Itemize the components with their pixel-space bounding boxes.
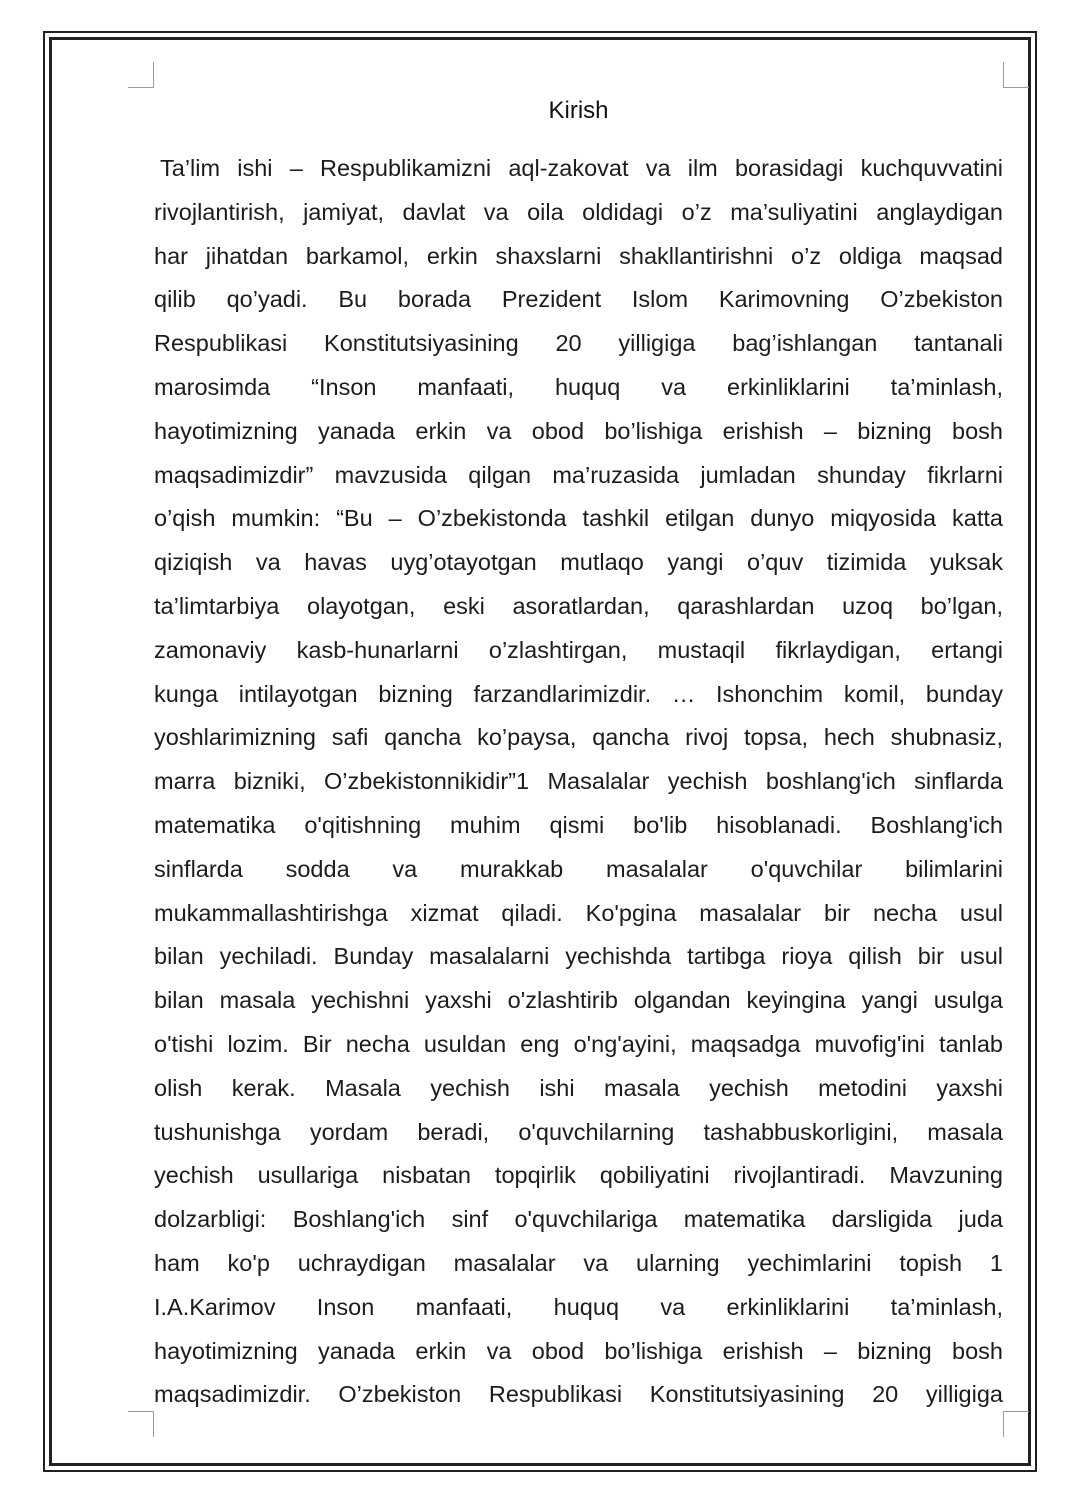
text-line: I.A.Karimov Inson manfaati, huquq va erkinliklarini ta’minlash,: [154, 1293, 1003, 1320]
text-line: Ta’lim ishi – Respublikamizni aql-zakovat va ilm borasidagi kuchquvvatini: [160, 155, 1003, 181]
text-line: qilib qo’yadi. Bu borada Prezident Islom Karimovning O’zbekiston: [154, 286, 1003, 313]
margin-corner-bottom-right: [1003, 1411, 1029, 1437]
text-line: bilan yechiladi. Bunday masalalarni yechishda tartibga rioya qilish bir usul: [154, 943, 1003, 970]
text-line: dolzarbligi: Boshlang'ich sinf o'quvchilariga matematika darsligida juda: [154, 1206, 1003, 1233]
text-line: ta’limtarbiya olayotgan, eski asoratlardan, qarashlardan uzoq bo’lgan,: [154, 592, 1003, 619]
text-line: maqsadimizdir. O’zbekiston Respublikasi Konstitutsiyasining 20 yilligiga: [154, 1381, 1003, 1408]
text-line: matematika o'qitishning muhim qismi bo'lib hisoblanadi. Boshlang'ich: [154, 811, 1003, 838]
text-line: bilan masala yechishni yaxshi o'zlashtirib olgandan keyingina yangi usulga: [154, 987, 1003, 1014]
text-line: hayotimizning yanada erkin va obod bo’lishiga erishish – bizning bosh: [154, 417, 1003, 444]
text-line: o'tishi lozim. Bir necha usuldan eng o'ng'ayini, maqsadga muvofig'ini tanlab: [154, 1030, 1003, 1057]
text-line: marosimda “Inson manfaati, huquq va erkinliklarini ta’minlash,: [154, 373, 1003, 400]
margin-corner-bottom-left: [128, 1411, 154, 1437]
text-line: rivojlantirish, jamiyat, davlat va oila oldidagi o’z ma’suliyatini anglaydigan: [154, 198, 1003, 225]
text-line: mukammallashtirishga xizmat qiladi. Ko'pgina masalalar bir necha usul: [154, 899, 1003, 926]
text-line: ham ko'p uchraydigan masalalar va ularning yechimlarini topish 1: [154, 1249, 1003, 1276]
text-line: maqsadimizdir” mavzusida qilgan ma’ruzasida jumladan shunday fikrlarni: [154, 461, 1003, 488]
text-line: olish kerak. Masala yechish ishi masala yechish metodini yaxshi: [154, 1074, 1003, 1101]
text-line: har jihatdan barkamol, erkin shaxslarni shakllantirishni o’z oldiga maqsad: [154, 242, 1003, 269]
text-line: yechish usullariga nisbatan topqirlik qobiliyatini rivojlantiradi. Mavzuning: [154, 1162, 1003, 1189]
text-line: zamonaviy kasb-hunarlarni o’zlashtirgan, mustaqil fikrlaydigan, ertangi: [154, 636, 1003, 663]
text-line: kunga intilayotgan bizning farzandlarimizdir. … Ishonchim komil, bunday: [154, 680, 1003, 707]
text-line: yoshlarimizning safi qancha ko’paysa, qancha rivoj topsa, hech shubnasiz,: [154, 724, 1003, 751]
text-line: hayotimizning yanada erkin va obod bo’lishiga erishish – bizning bosh: [154, 1337, 1003, 1364]
margin-corner-top-left: [128, 62, 154, 88]
text-line: qiziqish va havas uyg’otayotgan mutlaqo yangi o’quv tizimida yuksak: [154, 549, 1003, 576]
document-body: [154, 147, 1003, 1417]
margin-corner-top-right: [1003, 62, 1029, 88]
text-line: Respublikasi Konstitutsiyasining 20 yilligiga bag’ishlangan tantanali: [154, 330, 1003, 357]
text-line: o’qish mumkin: “Bu – O’zbekistonda tashkil etilgan dunyo miqyosida katta: [154, 505, 1003, 532]
text-line: tushunishga yordam beradi, o'quvchilarning tashabbuskorligini, masala: [154, 1118, 1003, 1145]
text-line: sinflarda sodda va murakkab masalalar o'quvchilar bilimlarini: [154, 855, 1003, 882]
document-title: Kirish: [548, 97, 609, 124]
text-line: marra bizniki, O’zbekistonnikidir”1 Masalalar yechish boshlang'ich sinflarda: [154, 768, 1003, 795]
